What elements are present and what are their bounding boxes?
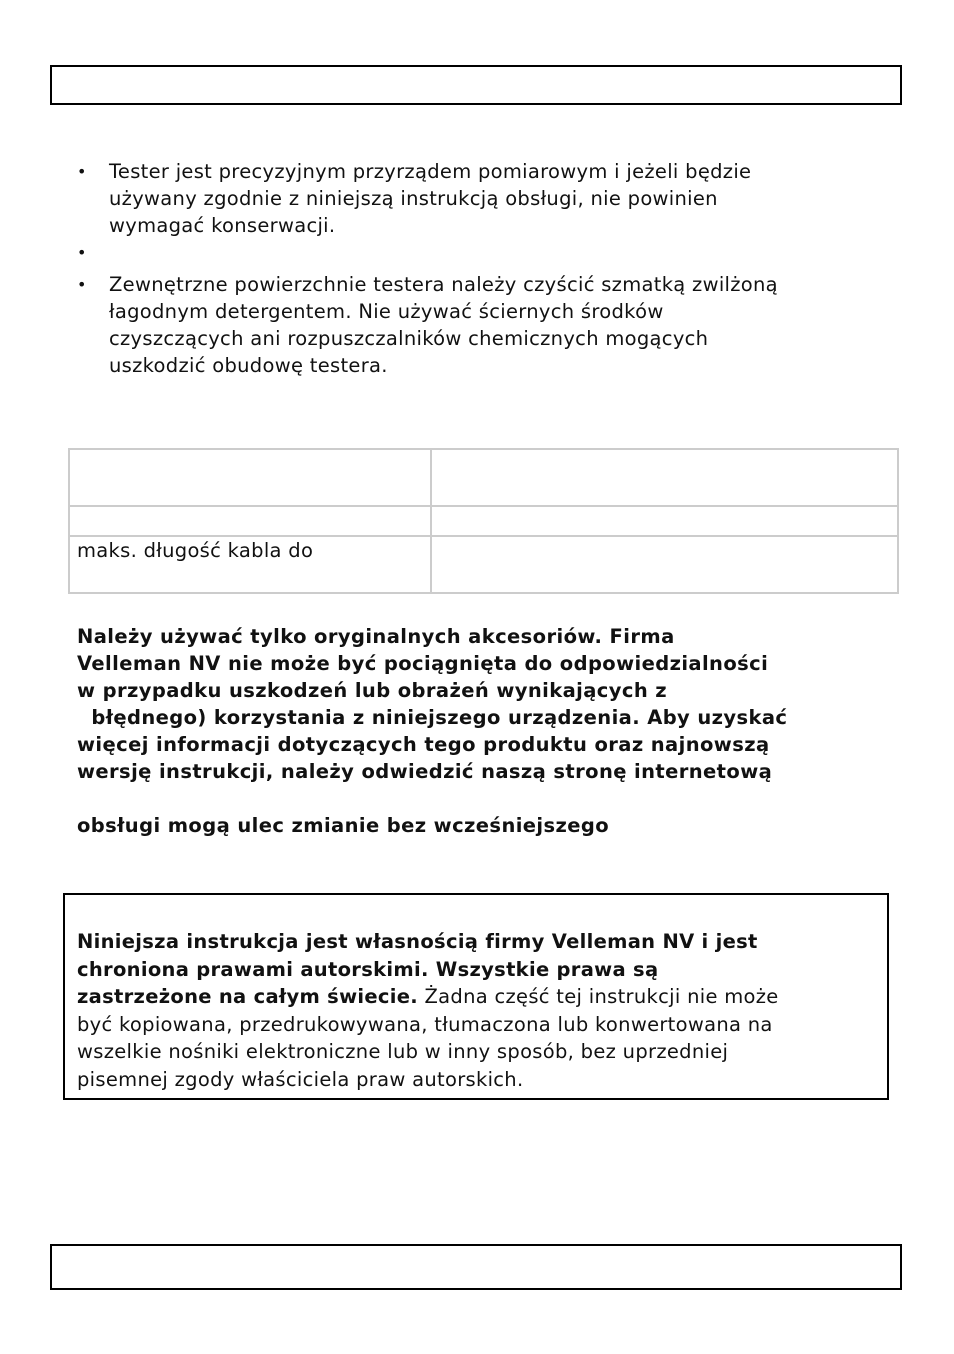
header-box xyxy=(50,65,902,105)
disclaimer-note: obsługi mogą ulec zmianie bez wcześniejszego xyxy=(77,814,610,837)
disclaimer-text xyxy=(77,623,897,839)
bullet-icon: • xyxy=(77,162,87,181)
table-cell xyxy=(431,449,898,506)
list-item xyxy=(74,239,874,269)
list-item-line: Tester jest precyzyjnym przyrządem pomiarowym i jeżeli będzie xyxy=(109,160,752,183)
copyright-line: wszelkie nośniki elektroniczne lub w inny sposób, bez uprzedniej xyxy=(77,1040,729,1063)
list-item-line: wymagać konserwacji. xyxy=(109,214,336,237)
list-item xyxy=(74,271,874,379)
table-row xyxy=(69,536,898,593)
list-item-line: czyszczących ani rozpuszczalników chemicznych mogących xyxy=(109,327,709,350)
maintenance-list xyxy=(74,158,874,379)
disclaimer-line: Velleman NV nie może być pociągnięta do odpowiedzialności xyxy=(77,652,769,675)
spec-table xyxy=(68,448,899,594)
disclaimer-line: w przypadku uszkodzeń lub obrażeń wynikających z xyxy=(77,679,668,702)
table-cell xyxy=(431,536,898,593)
copyright-rest: Żadna część tej instrukcji nie może xyxy=(417,985,779,1008)
disclaimer-line: więcej informacji dotyczących tego produktu oraz najnowszą xyxy=(77,733,770,756)
copyright-bold-line: chroniona prawami autorskimi. Wszystkie prawa są xyxy=(77,957,659,981)
list-item-line: uszkodzić obudowę testera. xyxy=(109,354,388,377)
disclaimer-line: błędnego) korzystania z niniejszego urządzenia. Aby uzyskać xyxy=(77,706,788,729)
bullet-icon: • xyxy=(77,243,87,262)
list-item-line: używany zgodnie z niniejszą instrukcją obsługi, nie powinien xyxy=(109,187,718,210)
footer-box xyxy=(50,1244,902,1290)
table-cell xyxy=(69,506,431,536)
copyright-text xyxy=(77,928,887,1093)
table-cell: maks. długość kabla do xyxy=(69,536,431,593)
table-cell xyxy=(431,506,898,536)
table-cell xyxy=(69,449,431,506)
copyright-line: być kopiowana, przedrukowywana, tłumaczona lub konwertowana na xyxy=(77,1012,773,1036)
list-item-line: Zewnętrzne powierzchnie testera należy czyścić szmatką zwilżoną xyxy=(109,273,778,296)
list-item-line: łagodnym detergentem. Nie używać ściernych środków xyxy=(109,300,664,323)
copyright-line: pisemnej zgody właściciela praw autorskich. xyxy=(77,1067,524,1091)
disclaimer-line: wersję instrukcji, należy odwiedzić naszą stronę internetową xyxy=(77,760,773,783)
copyright-bold-lead: zastrzeżone na całym świecie. xyxy=(77,985,418,1008)
copyright-line xyxy=(77,983,887,1011)
disclaimer-line: Należy używać tylko oryginalnych akcesoriów. Firma xyxy=(77,625,675,648)
table-row xyxy=(69,449,898,506)
copyright-bold-line: Niniejsza instrukcja jest własnością firmy Velleman NV i jest xyxy=(77,930,758,953)
bullet-icon: • xyxy=(77,275,87,294)
list-item xyxy=(74,158,874,239)
table-row xyxy=(69,506,898,536)
